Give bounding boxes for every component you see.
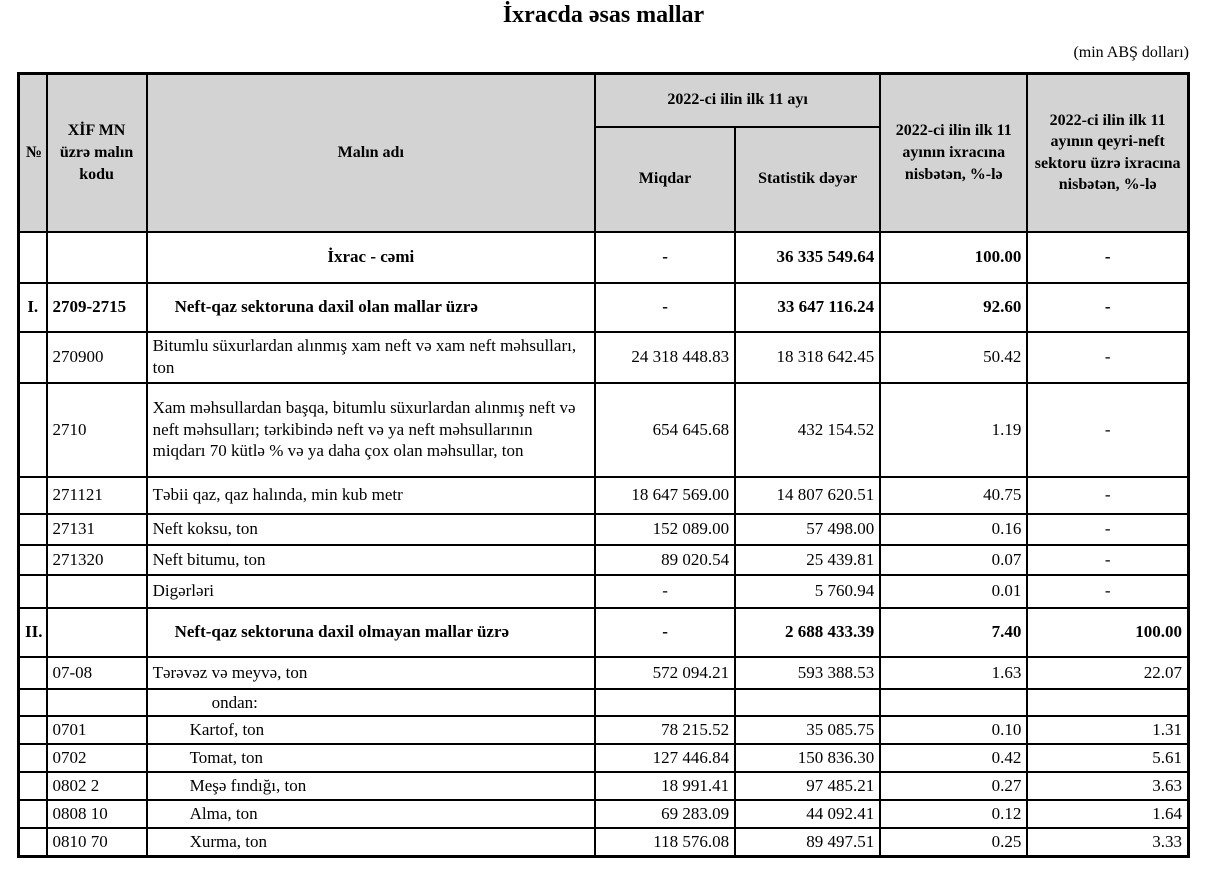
table-row bbox=[19, 232, 1189, 283]
cell-qty: - bbox=[595, 608, 735, 657]
page-title: İxracda əsas mallar bbox=[502, 2, 705, 28]
table-row bbox=[19, 716, 1189, 744]
cell-pct-total: 40.75 bbox=[880, 477, 1027, 514]
cell-pct-nonoil: - bbox=[1027, 545, 1188, 575]
cell-num bbox=[19, 800, 47, 828]
table-body bbox=[19, 232, 1189, 857]
table-row bbox=[19, 608, 1189, 657]
cell-name: Neft koksu, ton bbox=[147, 514, 595, 545]
cell-name: Neft bitumu, ton bbox=[147, 545, 595, 575]
cell-value: 97 485.21 bbox=[735, 772, 880, 800]
cell-qty: - bbox=[595, 283, 735, 332]
cell-pct-total: 0.25 bbox=[880, 828, 1027, 856]
cell-code: 0808 10 bbox=[47, 800, 147, 828]
cell-name: Xam məhsullardan başqa, bitumlu süxurlardan alınmış neft və neft məhsulları; tərkibində neft və ya neft məhsullarının miqdarı 70 kütlə % və ya daha çox olan məhsullar, ton bbox=[147, 383, 595, 477]
cell-code: 271121 bbox=[47, 477, 147, 514]
cell-code: 270900 bbox=[47, 332, 147, 383]
cell-pct-total: 1.19 bbox=[880, 383, 1027, 477]
cell-pct-total: 0.07 bbox=[880, 545, 1027, 575]
cell-pct-total: 1.63 bbox=[880, 657, 1027, 689]
cell-value: 150 836.30 bbox=[735, 744, 880, 772]
cell-pct-total: 0.01 bbox=[880, 575, 1027, 608]
table-row bbox=[19, 575, 1189, 608]
table-row bbox=[19, 514, 1189, 545]
cell-num bbox=[19, 716, 47, 744]
cell-pct-nonoil: 3.63 bbox=[1027, 772, 1188, 800]
cell-qty: 152 089.00 bbox=[595, 514, 735, 545]
cell-num bbox=[19, 332, 47, 383]
cell-pct-total: 0.27 bbox=[880, 772, 1027, 800]
cell-code: 2709-2715 bbox=[47, 283, 147, 332]
table-row bbox=[19, 545, 1189, 575]
cell-qty: 89 020.54 bbox=[595, 545, 735, 575]
header-period-group: 2022-ci ilin ilk 11 ayı bbox=[595, 74, 880, 127]
cell-num: II. bbox=[19, 608, 47, 657]
cell-name: Bitumlu süxurlardan alınmış xam neft və xam neft məhsulları, ton bbox=[147, 332, 595, 383]
table-header bbox=[19, 74, 1189, 232]
exports-table bbox=[17, 72, 1190, 858]
cell-pct-total: 0.10 bbox=[880, 716, 1027, 744]
cell-num bbox=[19, 514, 47, 545]
cell-code: 27131 bbox=[47, 514, 147, 545]
cell-num bbox=[19, 575, 47, 608]
cell-name: Alma, ton bbox=[147, 800, 595, 828]
cell-pct-nonoil: 22.07 bbox=[1027, 657, 1188, 689]
cell-name: Meşə fındığı, ton bbox=[147, 772, 595, 800]
header-share-nonoil: 2022-ci ilin ilk 11 ayının qeyri-neft sektoru üzrə ixracına nisbətən, %-lə bbox=[1027, 74, 1188, 232]
cell-qty: 118 576.08 bbox=[595, 828, 735, 856]
cell-name: Kartof, ton bbox=[147, 716, 595, 744]
cell-pct-total: 0.12 bbox=[880, 800, 1027, 828]
cell-value bbox=[735, 689, 880, 717]
cell-code: 0802 2 bbox=[47, 772, 147, 800]
cell-qty: 18 991.41 bbox=[595, 772, 735, 800]
cell-qty: - bbox=[595, 575, 735, 608]
cell-value: 14 807 620.51 bbox=[735, 477, 880, 514]
cell-pct-total: 50.42 bbox=[880, 332, 1027, 383]
cell-code bbox=[47, 689, 147, 717]
cell-code: 0810 70 bbox=[47, 828, 147, 856]
cell-value: 2 688 433.39 bbox=[735, 608, 880, 657]
cell-pct-nonoil: - bbox=[1027, 477, 1188, 514]
unit-note: (min ABŞ dolları) bbox=[1073, 44, 1189, 61]
cell-pct-total: 7.40 bbox=[880, 608, 1027, 657]
cell-pct-nonoil: 1.64 bbox=[1027, 800, 1188, 828]
header-share-total: 2022-ci ilin ilk 11 ayının ixracına nisbətən, %-lə bbox=[880, 74, 1027, 232]
cell-pct-total bbox=[880, 689, 1027, 717]
cell-pct-nonoil: - bbox=[1027, 232, 1188, 283]
cell-name: İxrac - cəmi bbox=[147, 232, 595, 283]
cell-value: 33 647 116.24 bbox=[735, 283, 880, 332]
cell-name: Tomat, ton bbox=[147, 744, 595, 772]
cell-num: I. bbox=[19, 283, 47, 332]
cell-code bbox=[47, 575, 147, 608]
cell-code: 07-08 bbox=[47, 657, 147, 689]
table-row bbox=[19, 657, 1189, 689]
table-row bbox=[19, 332, 1189, 383]
cell-value: 25 439.81 bbox=[735, 545, 880, 575]
cell-num bbox=[19, 545, 47, 575]
cell-qty: 18 647 569.00 bbox=[595, 477, 735, 514]
cell-value: 18 318 642.45 bbox=[735, 332, 880, 383]
cell-value: 89 497.51 bbox=[735, 828, 880, 856]
cell-num bbox=[19, 744, 47, 772]
table-row bbox=[19, 828, 1189, 856]
cell-pct-total: 0.16 bbox=[880, 514, 1027, 545]
cell-code bbox=[47, 232, 147, 283]
cell-num bbox=[19, 383, 47, 477]
cell-value: 36 335 549.64 bbox=[735, 232, 880, 283]
cell-value: 44 092.41 bbox=[735, 800, 880, 828]
header-code: XİF MN üzrə malın kodu bbox=[47, 74, 147, 232]
cell-pct-nonoil: 3.33 bbox=[1027, 828, 1188, 856]
cell-pct-nonoil bbox=[1027, 689, 1188, 717]
cell-pct-nonoil: - bbox=[1027, 575, 1188, 608]
table-row bbox=[19, 383, 1189, 477]
cell-pct-nonoil: 100.00 bbox=[1027, 608, 1188, 657]
table-row bbox=[19, 772, 1189, 800]
cell-name: Neft-qaz sektoruna daxil olan mallar üzrə bbox=[147, 283, 595, 332]
cell-name: ondan: bbox=[147, 689, 595, 717]
cell-qty: 24 318 448.83 bbox=[595, 332, 735, 383]
cell-num bbox=[19, 232, 47, 283]
cell-qty: 69 283.09 bbox=[595, 800, 735, 828]
cell-num bbox=[19, 689, 47, 717]
cell-pct-nonoil: - bbox=[1027, 383, 1188, 477]
header-stat-value: Statistik dəyər bbox=[735, 127, 880, 232]
header-quantity: Miqdar bbox=[595, 127, 735, 232]
cell-code: 2710 bbox=[47, 383, 147, 477]
cell-name: Xurma, ton bbox=[147, 828, 595, 856]
table-row bbox=[19, 689, 1189, 717]
header-name: Malın adı bbox=[147, 74, 595, 232]
cell-pct-total: 100.00 bbox=[880, 232, 1027, 283]
cell-name: Təbii qaz, qaz halında, min kub metr bbox=[147, 477, 595, 514]
cell-qty: 572 094.21 bbox=[595, 657, 735, 689]
cell-pct-nonoil: - bbox=[1027, 332, 1188, 383]
cell-code bbox=[47, 608, 147, 657]
cell-pct-nonoil: 5.61 bbox=[1027, 744, 1188, 772]
cell-pct-nonoil: - bbox=[1027, 283, 1188, 332]
cell-qty: 78 215.52 bbox=[595, 716, 735, 744]
cell-num bbox=[19, 657, 47, 689]
cell-value: 35 085.75 bbox=[735, 716, 880, 744]
cell-num bbox=[19, 828, 47, 856]
cell-name: Digərləri bbox=[147, 575, 595, 608]
cell-pct-nonoil: - bbox=[1027, 514, 1188, 545]
cell-value: 57 498.00 bbox=[735, 514, 880, 545]
cell-value: 432 154.52 bbox=[735, 383, 880, 477]
table-row bbox=[19, 744, 1189, 772]
cell-num bbox=[19, 772, 47, 800]
cell-qty: 654 645.68 bbox=[595, 383, 735, 477]
cell-qty bbox=[595, 689, 735, 717]
cell-pct-total: 92.60 bbox=[880, 283, 1027, 332]
cell-qty: 127 446.84 bbox=[595, 744, 735, 772]
cell-name: Neft-qaz sektoruna daxil olmayan mallar üzrə bbox=[147, 608, 595, 657]
header-num: № bbox=[19, 74, 47, 232]
cell-value: 593 388.53 bbox=[735, 657, 880, 689]
cell-code: 0701 bbox=[47, 716, 147, 744]
cell-value: 5 760.94 bbox=[735, 575, 880, 608]
cell-qty: - bbox=[595, 232, 735, 283]
cell-pct-total: 0.42 bbox=[880, 744, 1027, 772]
cell-num bbox=[19, 477, 47, 514]
table-row bbox=[19, 477, 1189, 514]
cell-pct-nonoil: 1.31 bbox=[1027, 716, 1188, 744]
table-row bbox=[19, 800, 1189, 828]
cell-code: 271320 bbox=[47, 545, 147, 575]
table-row bbox=[19, 283, 1189, 332]
cell-code: 0702 bbox=[47, 744, 147, 772]
cell-name: Tərəvəz və meyvə, ton bbox=[147, 657, 595, 689]
